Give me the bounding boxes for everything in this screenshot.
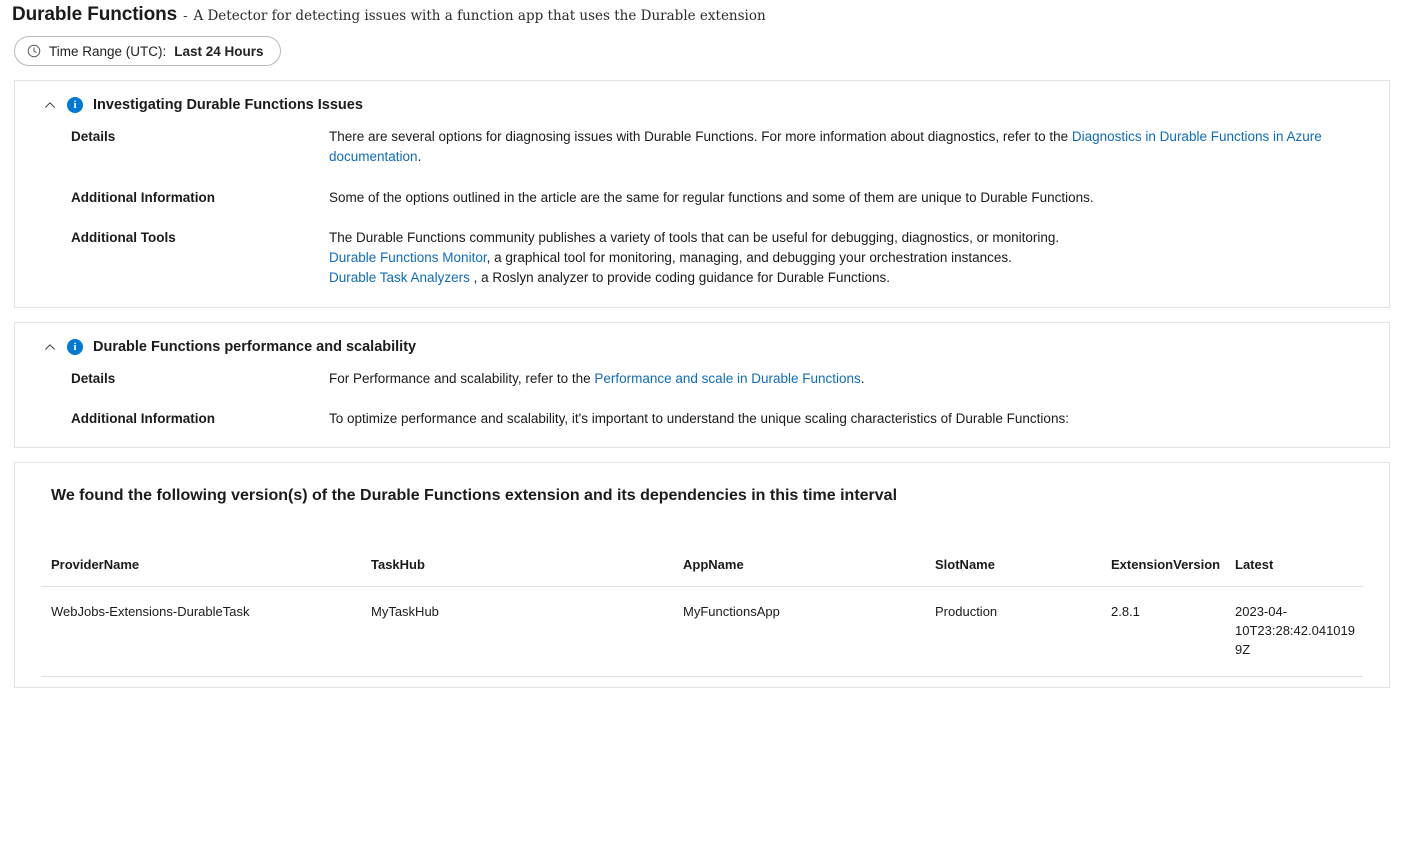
insight-row-label: Additional Information [71, 189, 215, 205]
insight-row-value [329, 127, 1329, 168]
cell-taskhub: MyTaskHub [361, 587, 673, 677]
time-range-label: Time Range (UTC): [49, 43, 167, 59]
page-title: Durable Functions [12, 4, 178, 25]
clock-icon [27, 44, 41, 58]
insight-card-performance [14, 322, 1390, 449]
insight-row-label: Details [71, 370, 116, 386]
time-range-value: Last 24 Hours [174, 43, 264, 59]
tool-link-durable-task-analyzers[interactable]: Durable Task Analyzers [329, 270, 470, 286]
page-subtitle: A Detector for detecting issues with a function app that uses the Durable extension [193, 8, 766, 24]
insight-card-header[interactable] [15, 335, 1389, 359]
version-table [41, 557, 1363, 677]
column-header-providername[interactable]: ProviderName [41, 557, 361, 587]
tool-link-durable-functions-monitor[interactable]: Durable Functions Monitor [329, 250, 487, 265]
info-icon: i [67, 339, 83, 355]
insight-row-text: The Durable Functions community publishes a variety of tools that can be useful for debugging, diagnostics, or monitoring. [329, 229, 1060, 245]
insight-card-rows [15, 369, 1389, 430]
insight-row-value [329, 228, 1329, 289]
insight-row-text-after: . [417, 149, 422, 165]
insight-row-text: For Performance and scalability, refer to the [329, 370, 595, 386]
insight-row-label: Additional Information [71, 410, 215, 426]
page-title-separator: - [183, 8, 188, 23]
insight-row-label: Additional Tools [71, 229, 176, 245]
tool-description: , a graphical tool for monitoring, managing, and debugging your orchestration instances. [486, 250, 1012, 265]
version-table-card [14, 462, 1390, 688]
version-table-title: We found the following version(s) of the Durable Functions extension and its dependencies in this time interval [51, 487, 898, 504]
insight-row-text: Some of the options outlined in the article are the same for regular functions and some of them are unique to Durable Functions. [329, 189, 1094, 205]
insight-card-title: Investigating Durable Functions Issues [93, 97, 363, 113]
insight-card-header[interactable] [15, 93, 1389, 117]
insight-row-text: To optimize performance and scalability, it's important to understand the unique scaling characteristics of Durable Functions: [329, 410, 1069, 426]
info-icon: i [67, 97, 83, 113]
cell-extensionversion: 2.8.1 [1101, 587, 1225, 677]
insight-row-value [329, 369, 1329, 389]
insight-row-link[interactable]: Performance and scale in Durable Functions [594, 370, 861, 386]
insight-row-text-after: . [860, 370, 865, 386]
table-header-row [41, 557, 1363, 587]
table-row [41, 587, 1363, 677]
tool-description: , a Roslyn analyzer to provide coding guidance for Durable Functions. [469, 270, 891, 286]
chevron-up-icon[interactable] [43, 98, 57, 112]
column-header-slotname[interactable]: SlotName [925, 557, 1101, 587]
cell-latest: 2023-04-10T23:28:42.0410199Z [1225, 587, 1363, 677]
insight-card-investigating [14, 80, 1390, 308]
insight-row [15, 228, 1389, 289]
insight-row-value [329, 188, 1329, 208]
tool-entry [329, 248, 1329, 268]
column-header-taskhub[interactable]: TaskHub [361, 557, 673, 587]
insight-row [15, 127, 1389, 168]
insight-row-label: Details [71, 129, 116, 144]
insight-row [15, 409, 1389, 429]
page-header [0, 0, 1404, 26]
cell-slotname: Production [925, 587, 1101, 677]
insight-row-text: There are several options for diagnosing issues with Durable Functions. For more information about diagnostics, refer to the [329, 129, 1072, 144]
insight-row-value [329, 409, 1329, 429]
column-header-extensionversion[interactable]: ExtensionVersion [1101, 557, 1225, 587]
tool-entry [329, 268, 1329, 288]
chevron-up-icon[interactable] [43, 340, 57, 354]
column-header-latest[interactable]: Latest [1225, 557, 1363, 587]
column-header-appname[interactable]: AppName [673, 557, 925, 587]
insight-row [15, 369, 1389, 389]
insight-card-title: Durable Functions performance and scalability [93, 338, 417, 355]
cell-providername: WebJobs-Extensions-DurableTask [41, 587, 361, 677]
insight-row [15, 188, 1389, 208]
time-range-picker[interactable] [14, 36, 281, 66]
insight-card-rows [15, 127, 1389, 289]
insight-row-link[interactable]: Diagnostics in Durable Functions in Azure documentation [329, 129, 1322, 165]
time-range-bar [0, 26, 1404, 66]
cell-appname: MyFunctionsApp [673, 587, 925, 677]
